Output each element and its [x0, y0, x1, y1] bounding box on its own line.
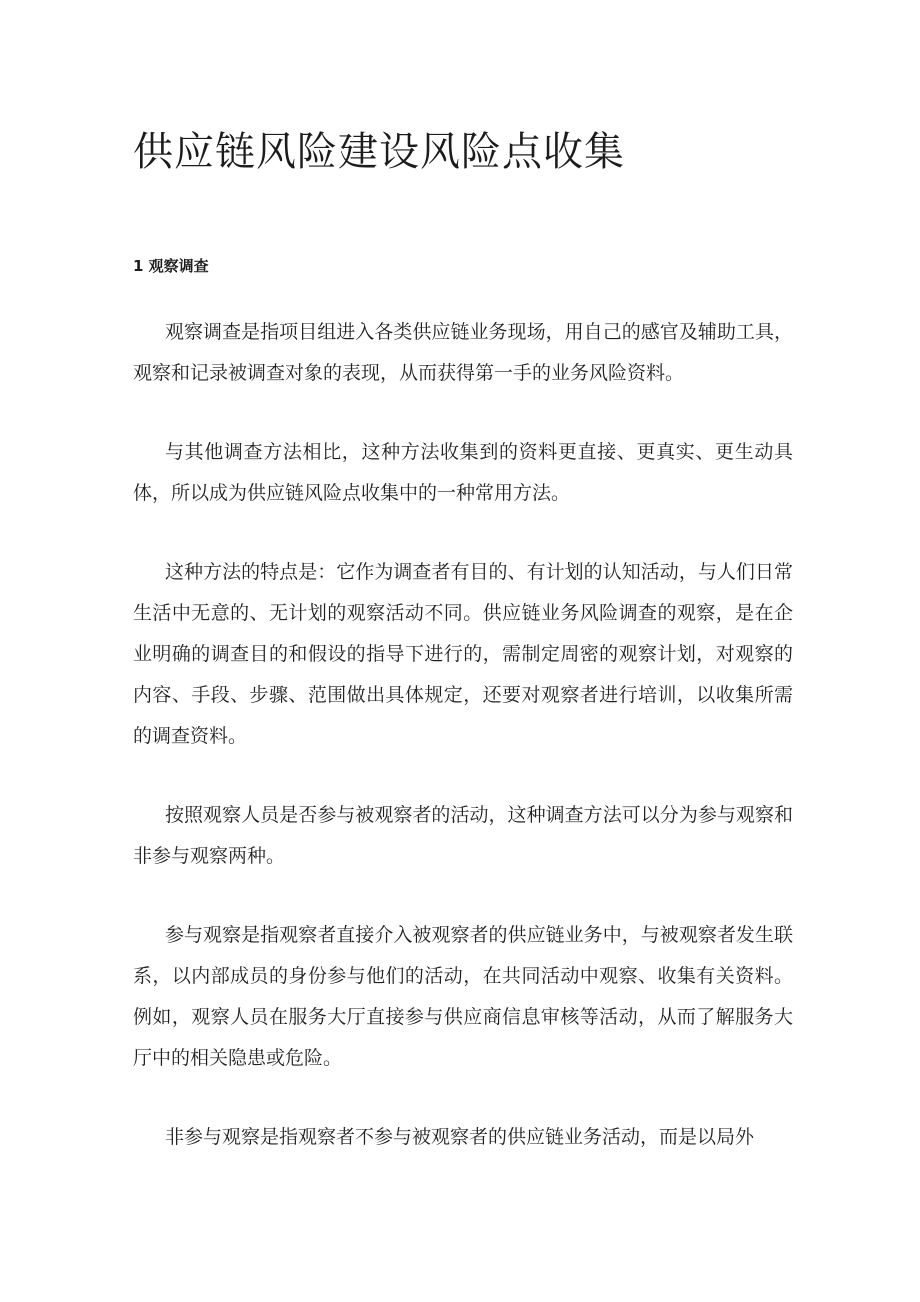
body-text: [133, 312, 793, 1196]
page-title: 供应链风险建设风险点收集: [133, 129, 625, 175]
section-heading: 1 观察调查: [133, 257, 209, 275]
paragraph: 这种方法的特点是：它作为调查者有目的、有计划的认知活动，与人们日常生活中无意的、无计划的观察活动不同。供应链业务风险调查的观察，是在企业明确的调查目的和假设的指导下进行的，需制定周密的观察计划，对观察的内容、手段、步骤、范围做出具体规定，还要对观察者进行培训，以收集所需的调查资料。: [133, 561, 793, 747]
paragraph: 非参与观察是指观察者不参与被观察者的供应链业务活动，而是以局外: [165, 1126, 755, 1148]
paragraph: 观察调查是指项目组进入各类供应链业务现场，用自己的感官及辅助工具，观察和记录被调查对象的表现，从而获得第一手的业务风险资料。: [133, 321, 793, 384]
paragraph: 与其他调查方法相比，这种方法收集到的资料更直接、更真实、更生动具体，所以成为供应链风险点收集中的一种常用方法。: [133, 441, 793, 504]
paragraph: 参与观察是指观察者直接介入被观察者的供应链业务中，与被观察者发生联系，以内部成员的身份参与他们的活动，在共同活动中观察、收集有关资料。例如，观察人员在服务大厅直接参与供应商信息审核等活动，从而了解服务大厅中的相关隐患或危险。: [133, 924, 793, 1069]
paragraph: 按照观察人员是否参与被观察者的活动，这种调查方法可以分为参与观察和非参与观察两种。: [133, 804, 793, 867]
